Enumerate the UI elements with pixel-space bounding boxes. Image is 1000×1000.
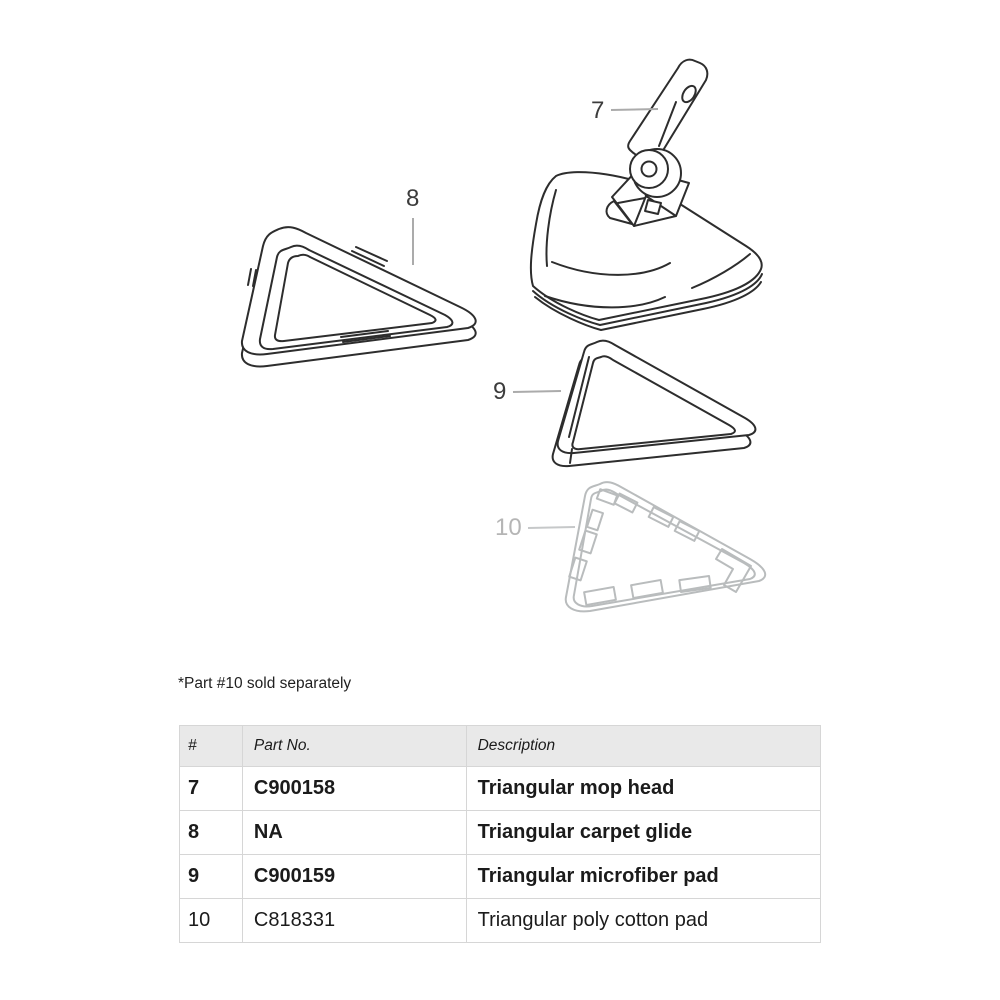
part-label-8: 8 xyxy=(406,185,420,212)
header-number: # xyxy=(180,726,243,767)
part-label-10: 10 xyxy=(495,514,522,541)
leader-line-9 xyxy=(513,391,561,392)
cell-description: Triangular mop head xyxy=(466,767,820,811)
parts-table xyxy=(179,725,821,943)
cell-description: Triangular carpet glide xyxy=(466,811,820,855)
table-row-part-10 xyxy=(180,899,821,943)
table-header-row xyxy=(180,726,821,767)
cell-part-no: NA xyxy=(242,811,466,855)
header-description: Description xyxy=(466,726,820,767)
part-9-microfiber-pad-drawing xyxy=(553,341,756,467)
table-row-part-9 xyxy=(180,855,821,899)
part-label-7: 7 xyxy=(591,97,605,124)
table-row-part-7 xyxy=(180,767,821,811)
part-label-9: 9 xyxy=(493,378,507,405)
header-part-no: Part No. xyxy=(242,726,466,767)
table-row-part-8 xyxy=(180,811,821,855)
cell-part-no: C900159 xyxy=(242,855,466,899)
cell-description: Triangular microfiber pad xyxy=(466,855,820,899)
part-8-carpet-glide-drawing xyxy=(242,227,476,366)
part-7-mop-head-drawing xyxy=(531,60,762,330)
cell-number: 10 xyxy=(180,899,243,943)
cell-number: 9 xyxy=(180,855,243,899)
leader-line-10 xyxy=(528,527,575,528)
footnote: *Part #10 sold separately xyxy=(178,675,352,692)
cell-part-no: C900158 xyxy=(242,767,466,811)
cell-description: Triangular poly cotton pad xyxy=(466,899,820,943)
cell-number: 8 xyxy=(180,811,243,855)
cell-part-no: C818331 xyxy=(242,899,466,943)
part-10-poly-cotton-pad-drawing xyxy=(566,482,765,611)
leader-line-7 xyxy=(611,109,658,110)
cell-number: 7 xyxy=(180,767,243,811)
